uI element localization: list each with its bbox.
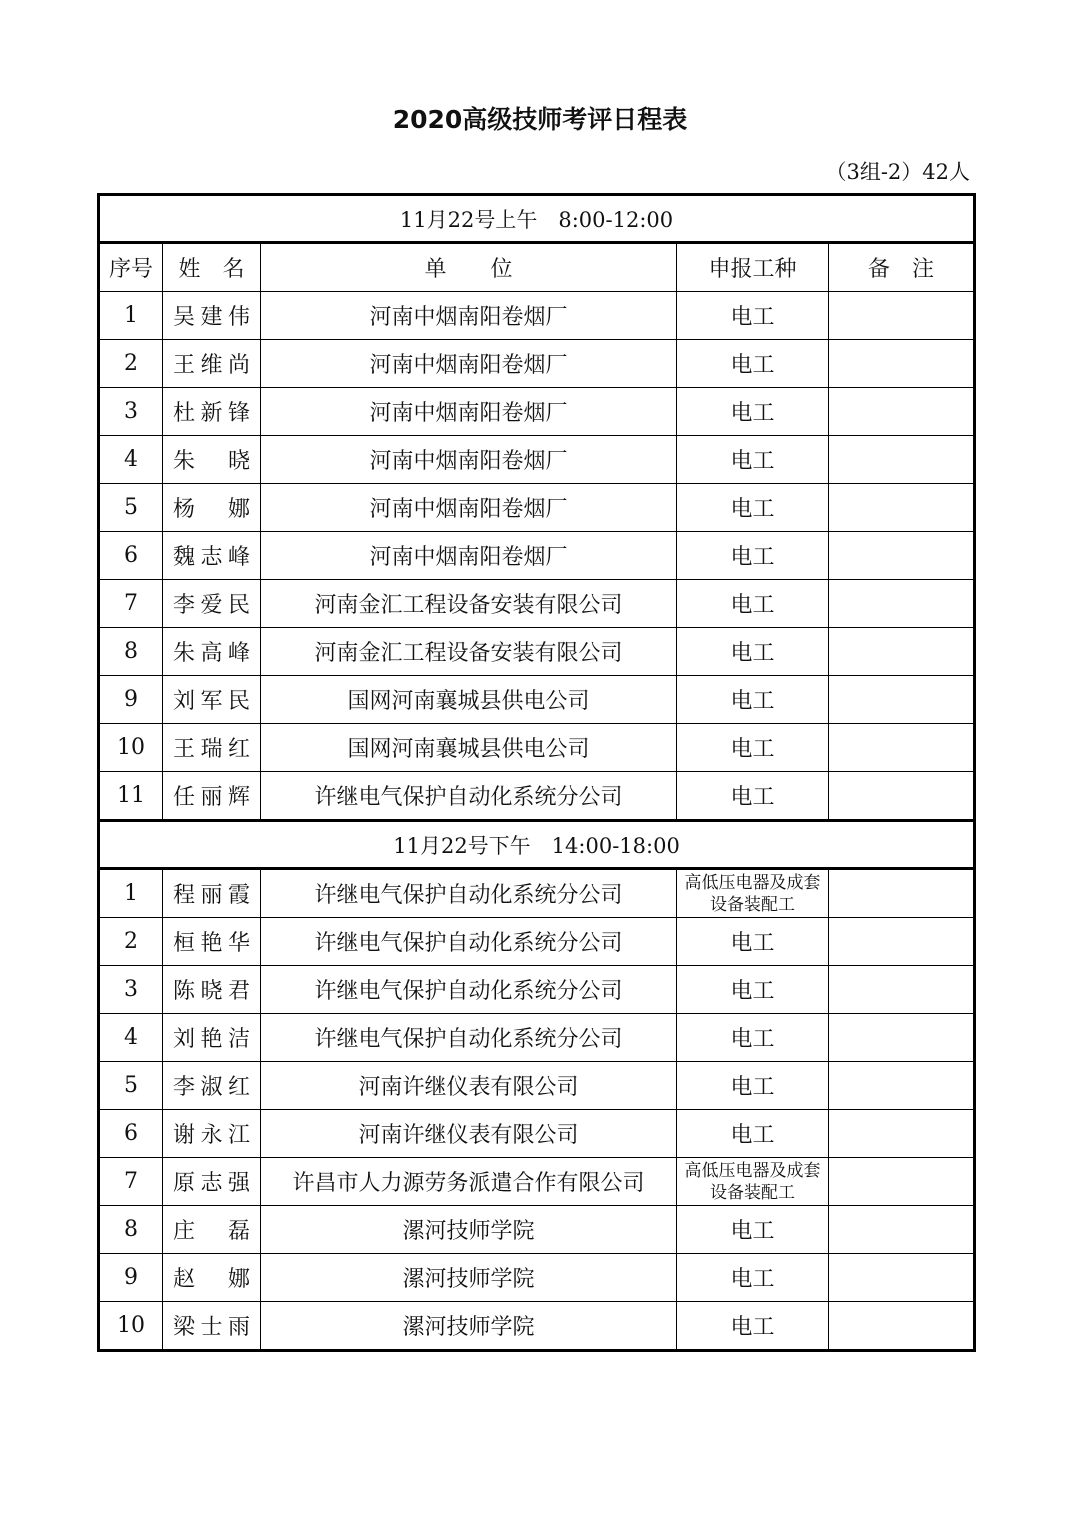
row-name: 杜新锋	[163, 388, 261, 436]
row-note	[829, 918, 975, 966]
row-unit: 许继电气保护自动化系统分公司	[261, 869, 677, 918]
table-row	[99, 292, 975, 340]
col-header-name: 姓 名	[163, 243, 261, 292]
row-trade: 电工	[677, 1254, 829, 1302]
table-row	[99, 1014, 975, 1062]
row-trade: 电工	[677, 966, 829, 1014]
row-unit: 河南金汇工程设备安装有限公司	[261, 580, 677, 628]
row-note	[829, 1206, 975, 1254]
row-name: 梁士雨	[163, 1302, 261, 1351]
table-row	[99, 436, 975, 484]
row-trade: 电工	[677, 1110, 829, 1158]
row-note	[829, 676, 975, 724]
table-row	[99, 388, 975, 436]
row-name: 任丽辉	[163, 772, 261, 821]
row-unit: 河南中烟南阳卷烟厂	[261, 436, 677, 484]
row-note	[829, 292, 975, 340]
row-note	[829, 1110, 975, 1158]
row-unit: 河南中烟南阳卷烟厂	[261, 484, 677, 532]
col-header-seq: 序号	[99, 243, 163, 292]
row-unit: 漯河技师学院	[261, 1206, 677, 1254]
row-name: 朱晓	[163, 436, 261, 484]
row-trade: 电工	[677, 388, 829, 436]
row-unit: 河南许继仪表有限公司	[261, 1110, 677, 1158]
row-unit: 许继电气保护自动化系统分公司	[261, 1014, 677, 1062]
row-name: 吴建伟	[163, 292, 261, 340]
row-name: 桓艳华	[163, 918, 261, 966]
row-trade: 高低压电器及成套设备装配工	[677, 1158, 829, 1206]
row-unit: 河南中烟南阳卷烟厂	[261, 388, 677, 436]
schedule-table-body	[99, 195, 975, 1351]
row-seq: 5	[99, 1062, 163, 1110]
table-row	[99, 484, 975, 532]
row-unit: 河南中烟南阳卷烟厂	[261, 292, 677, 340]
table-row	[99, 532, 975, 580]
row-unit: 漯河技师学院	[261, 1254, 677, 1302]
table-row	[99, 340, 975, 388]
table-row	[99, 676, 975, 724]
row-trade: 电工	[677, 1014, 829, 1062]
row-trade: 电工	[677, 292, 829, 340]
row-name: 程丽霞	[163, 869, 261, 918]
table-row	[99, 724, 975, 772]
col-header-trade: 申报工种	[677, 243, 829, 292]
row-note	[829, 484, 975, 532]
row-trade: 电工	[677, 436, 829, 484]
row-unit: 河南中烟南阳卷烟厂	[261, 340, 677, 388]
row-name: 刘艳洁	[163, 1014, 261, 1062]
row-seq: 11	[99, 772, 163, 821]
schedule-table	[97, 193, 976, 1352]
row-trade: 电工	[677, 676, 829, 724]
row-name: 刘军民	[163, 676, 261, 724]
row-unit: 许继电气保护自动化系统分公司	[261, 918, 677, 966]
row-trade: 电工	[677, 918, 829, 966]
row-seq: 4	[99, 436, 163, 484]
row-note	[829, 1014, 975, 1062]
row-name: 李淑红	[163, 1062, 261, 1110]
row-name: 杨娜	[163, 484, 261, 532]
table-row	[99, 1302, 975, 1351]
row-name: 王瑞红	[163, 724, 261, 772]
row-seq: 10	[99, 1302, 163, 1351]
col-header-note: 备 注	[829, 243, 975, 292]
row-trade: 电工	[677, 1302, 829, 1351]
row-trade: 电工	[677, 580, 829, 628]
row-unit: 国网河南襄城县供电公司	[261, 676, 677, 724]
row-seq: 9	[99, 676, 163, 724]
table-row	[99, 628, 975, 676]
row-note	[829, 772, 975, 821]
row-seq: 6	[99, 1110, 163, 1158]
row-name: 原志强	[163, 1158, 261, 1206]
row-seq: 8	[99, 1206, 163, 1254]
row-trade: 高低压电器及成套设备装配工	[677, 869, 829, 918]
row-seq: 3	[99, 966, 163, 1014]
row-name: 赵娜	[163, 1254, 261, 1302]
row-note	[829, 1302, 975, 1351]
row-seq: 1	[99, 292, 163, 340]
row-note	[829, 1062, 975, 1110]
row-seq: 2	[99, 340, 163, 388]
header-row	[99, 243, 975, 292]
row-trade: 电工	[677, 724, 829, 772]
row-seq: 6	[99, 532, 163, 580]
row-note	[829, 869, 975, 918]
table-row	[99, 580, 975, 628]
row-trade: 电工	[677, 628, 829, 676]
row-unit: 许继电气保护自动化系统分公司	[261, 772, 677, 821]
row-seq: 7	[99, 1158, 163, 1206]
table-row	[99, 1206, 975, 1254]
row-seq: 10	[99, 724, 163, 772]
row-unit: 河南金汇工程设备安装有限公司	[261, 628, 677, 676]
row-note	[829, 580, 975, 628]
table-row	[99, 869, 975, 918]
row-trade: 电工	[677, 484, 829, 532]
row-unit: 漯河技师学院	[261, 1302, 677, 1351]
row-trade: 电工	[677, 772, 829, 821]
row-seq: 3	[99, 388, 163, 436]
row-note	[829, 532, 975, 580]
row-trade: 电工	[677, 340, 829, 388]
session-time: 11月22号下午 14:00-18:00	[99, 821, 975, 869]
row-note	[829, 724, 975, 772]
row-seq: 8	[99, 628, 163, 676]
row-note	[829, 1254, 975, 1302]
page-title: 2020高级技师考评日程表	[392, 105, 688, 134]
row-seq: 2	[99, 918, 163, 966]
row-seq: 4	[99, 1014, 163, 1062]
row-seq: 1	[99, 869, 163, 918]
session-time: 11月22号上午 8:00-12:00	[99, 195, 975, 243]
row-note	[829, 388, 975, 436]
row-trade: 电工	[677, 532, 829, 580]
table-row	[99, 772, 975, 821]
row-note	[829, 628, 975, 676]
row-seq: 7	[99, 580, 163, 628]
row-unit: 河南中烟南阳卷烟厂	[261, 532, 677, 580]
table-row	[99, 1062, 975, 1110]
table-row	[99, 966, 975, 1014]
row-trade: 电工	[677, 1206, 829, 1254]
group-count: （3组-2）42人	[825, 160, 970, 184]
row-name: 陈晓君	[163, 966, 261, 1014]
row-unit: 国网河南襄城县供电公司	[261, 724, 677, 772]
row-name: 魏志峰	[163, 532, 261, 580]
session-row	[99, 195, 975, 243]
row-note	[829, 966, 975, 1014]
table-row	[99, 1158, 975, 1206]
table-row	[99, 1110, 975, 1158]
row-note	[829, 340, 975, 388]
row-name: 李爱民	[163, 580, 261, 628]
col-header-unit: 单 位	[261, 243, 677, 292]
row-unit: 许继电气保护自动化系统分公司	[261, 966, 677, 1014]
row-name: 谢永江	[163, 1110, 261, 1158]
row-name: 庄磊	[163, 1206, 261, 1254]
row-unit: 许昌市人力源劳务派遣合作有限公司	[261, 1158, 677, 1206]
session-row	[99, 821, 975, 869]
row-unit: 河南许继仪表有限公司	[261, 1062, 677, 1110]
row-trade: 电工	[677, 1062, 829, 1110]
row-seq: 5	[99, 484, 163, 532]
row-name: 朱高峰	[163, 628, 261, 676]
table-row	[99, 1254, 975, 1302]
row-name: 王维尚	[163, 340, 261, 388]
row-seq: 9	[99, 1254, 163, 1302]
table-row	[99, 918, 975, 966]
row-note	[829, 436, 975, 484]
row-note	[829, 1158, 975, 1206]
